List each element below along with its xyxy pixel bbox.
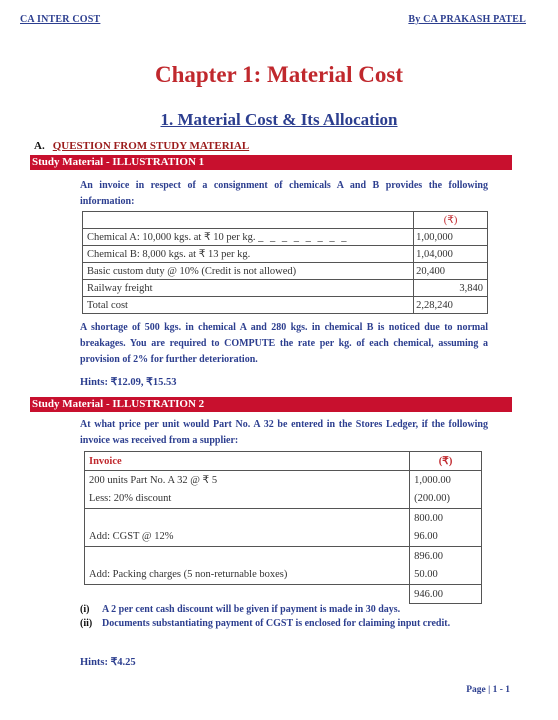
table-row [83, 212, 488, 229]
invoice-header: Invoice [85, 452, 410, 471]
chapter-title: Chapter 1: Material Cost [154, 62, 404, 87]
table-row [85, 528, 482, 547]
row-label: Railway freight [83, 280, 414, 297]
dash-leader: _ _ _ _ _ _ _ _ [258, 232, 349, 243]
table-row [85, 452, 482, 471]
row-label: Basic custom duty @ 10% (Credit is not allowed) [83, 263, 414, 280]
row-label: Add: CGST @ 12% [85, 528, 410, 547]
page-number: Page | 1 - 1 [466, 685, 510, 695]
invoice-table [84, 451, 482, 604]
invoice-currency-header: (₹) [410, 452, 482, 471]
table-row [83, 263, 488, 280]
table-row [83, 246, 488, 263]
row-amount: 2,28,240 [414, 297, 488, 314]
table-row [85, 509, 482, 528]
table-row [83, 280, 488, 297]
row-label: Chemical A: 10,000 kgs. at ₹ 10 per kg. [87, 232, 256, 243]
row-amount: 3,840 [414, 280, 488, 297]
table-row [85, 566, 482, 585]
row-amount: 896.00 [410, 547, 482, 566]
note-number: (ii) [80, 618, 93, 629]
row-amount: 20,400 [414, 263, 488, 280]
row-label: Less: 20% discount [85, 490, 410, 509]
table-row [85, 585, 482, 604]
list-item [80, 603, 490, 617]
row-amount: 96.00 [410, 528, 482, 547]
section-title: 1. Material Cost & Its Allocation [160, 110, 398, 129]
table-row [85, 547, 482, 566]
row-label: Total cost [83, 297, 414, 314]
illustration2-intro: At what price per unit would Part No. A 32 be entered in the Stores Ledger, if the following invoice was received from a supplier: [80, 419, 488, 446]
row-amount: 1,00,000 [414, 229, 488, 246]
question-heading-text: QUESTION FROM STUDY MATERIAL [52, 140, 250, 152]
illustration1-bar: Study Material - ILLUSTRATION 1 [30, 155, 512, 170]
header-right: By CA PRAKASH PATEL [408, 14, 526, 25]
illustration2-bar: Study Material - ILLUSTRATION 2 [30, 397, 512, 412]
note-number: (i) [80, 604, 90, 615]
question-heading [34, 140, 249, 152]
row-label: Chemical B: 8,000 kgs. at ₹ 13 per kg. [83, 246, 414, 263]
row-amount: (200.00) [410, 490, 482, 509]
currency-header: (₹) [414, 212, 488, 229]
row-amount: 1,04,000 [414, 246, 488, 263]
table-row [83, 297, 488, 314]
illustration2-notes [80, 603, 490, 631]
illustration1-table [82, 211, 488, 314]
list-item [80, 617, 490, 631]
illustration1-question: A shortage of 500 kgs. in chemical A and 280 kgs. in chemical B is noticed due to normal breakages. You are required to COMPUTE the rate per kg. of each chemical, assuming a provision of 2% for further deterioration. [80, 322, 488, 365]
note-text: A 2 per cent cash discount will be given if payment is made in 30 days. [102, 604, 401, 615]
note-text: Documents substantiating payment of CGST is enclosed for claiming input credit. [102, 618, 451, 629]
question-heading-label: A. [34, 140, 45, 152]
invoice-total: 946.00 [410, 585, 482, 604]
row-amount: 800.00 [410, 509, 482, 528]
row-label: 200 units Part No. A 32 @ ₹ 5 [85, 471, 410, 490]
illustration1-intro: An invoice in respect of a consignment of chemicals A and B provides the following information: [80, 180, 488, 207]
illustration1-hints: Hints: ₹12.09, ₹15.53 [80, 377, 177, 388]
header-left: CA INTER COST [20, 14, 101, 25]
row-label: Add: Packing charges (5 non-returnable boxes) [85, 566, 410, 585]
table-row [85, 490, 482, 509]
table-row [85, 471, 482, 490]
table-row [83, 229, 488, 246]
row-amount: 50.00 [410, 566, 482, 585]
row-amount: 1,000.00 [410, 471, 482, 490]
illustration2-hints: Hints: ₹4.25 [80, 657, 136, 668]
